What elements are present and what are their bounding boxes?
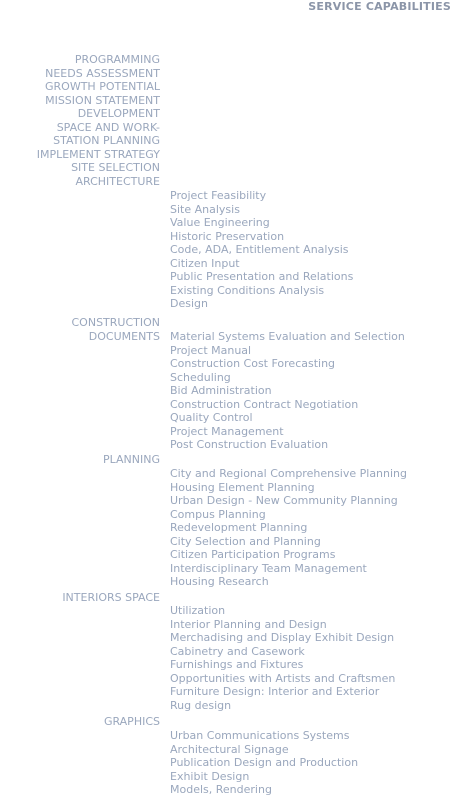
list-item: Material Systems Evaluation and Selection bbox=[170, 330, 405, 343]
list-item: Construction Cost Forecasting bbox=[170, 357, 336, 370]
list-item: Urban Communications Systems bbox=[170, 729, 350, 742]
list-item: Post Construction Evaluation bbox=[170, 438, 329, 451]
list-item: Scheduling bbox=[170, 370, 231, 384]
category-planning: PLANNING bbox=[103, 453, 160, 466]
list-architecture bbox=[170, 189, 353, 311]
list-item: Project Manual bbox=[170, 343, 252, 357]
list-item: Public Presentation and Relations bbox=[170, 270, 354, 283]
list-item: Models, Rendering bbox=[170, 783, 272, 796]
category-construction-documents: CONSTRUCTION DOCUMENTS bbox=[71, 316, 160, 343]
list-planning bbox=[170, 467, 407, 589]
list-item: Value Engineering bbox=[170, 216, 270, 229]
list-item: Furniture Design: Interior and Exterior bbox=[170, 685, 380, 698]
list-item: City and Regional Comprehensive Planning bbox=[170, 467, 408, 480]
list-item: Site Analysis bbox=[170, 202, 240, 216]
list-item: City Selection and Planning bbox=[170, 534, 321, 548]
list-item: Project Feasibility bbox=[170, 189, 267, 202]
list-item: Historic Preservation bbox=[170, 229, 285, 243]
list-item: Urban Design - New Community Planning bbox=[170, 494, 398, 507]
list-construction-documents bbox=[170, 330, 405, 452]
list-item: Furnishings and Fixtures bbox=[170, 658, 304, 671]
list-item: Quality Control bbox=[170, 411, 253, 424]
list-item: Citizen Input bbox=[170, 256, 240, 270]
list-item: Housing Element Planning bbox=[170, 480, 315, 494]
list-item: Architectural Signage bbox=[170, 742, 289, 756]
list-item: Project Management bbox=[170, 424, 284, 438]
list-item: Citizen Participation Programs bbox=[170, 548, 336, 561]
list-item: Bid Administration bbox=[170, 384, 272, 397]
list-item: Existing Conditions Analysis bbox=[170, 283, 325, 297]
list-item: Cabinetry and Casework bbox=[170, 644, 305, 658]
list-item: Construction Contract Negotiation bbox=[170, 397, 359, 411]
list-item: Compus Planning bbox=[170, 507, 266, 521]
list-item: Opportunities with Artists and Craftsmen bbox=[170, 671, 396, 685]
list-item: Code, ADA, Entitlement Analysis bbox=[170, 243, 349, 256]
list-item: Merchadising and Display Exhibit Design bbox=[170, 631, 395, 644]
category-interiors-space: INTERIORS SPACE bbox=[62, 591, 160, 604]
list-interiors-space bbox=[170, 604, 395, 712]
list-item: Design bbox=[170, 297, 208, 310]
list-graphics bbox=[170, 729, 358, 797]
list-item: Interdisciplinary Team Management bbox=[170, 561, 367, 575]
list-item: Exhibit Design bbox=[170, 769, 250, 783]
list-item: Utilization bbox=[170, 604, 226, 617]
list-item: Housing Research bbox=[170, 575, 269, 588]
category-graphics: GRAPHICS bbox=[103, 715, 160, 728]
list-item: Redevelopment Planning bbox=[170, 521, 308, 534]
list-item: Interior Planning and Design bbox=[170, 617, 327, 631]
category-architecture: PROGRAMMING NEEDS ASSESSMENT GROWTH POTENTIAL MISSION STATEMENT DEVELOPMENT SPACE AND WORK- STATION PLANNING IMPLEMENT STRATEGY SITE SELECTION ARCHITECTURE bbox=[36, 53, 160, 188]
page-title: SERVICE CAPABILITIES bbox=[308, 0, 451, 13]
list-item: Publication Design and Production bbox=[170, 756, 359, 769]
list-item: Rug design bbox=[170, 698, 232, 712]
